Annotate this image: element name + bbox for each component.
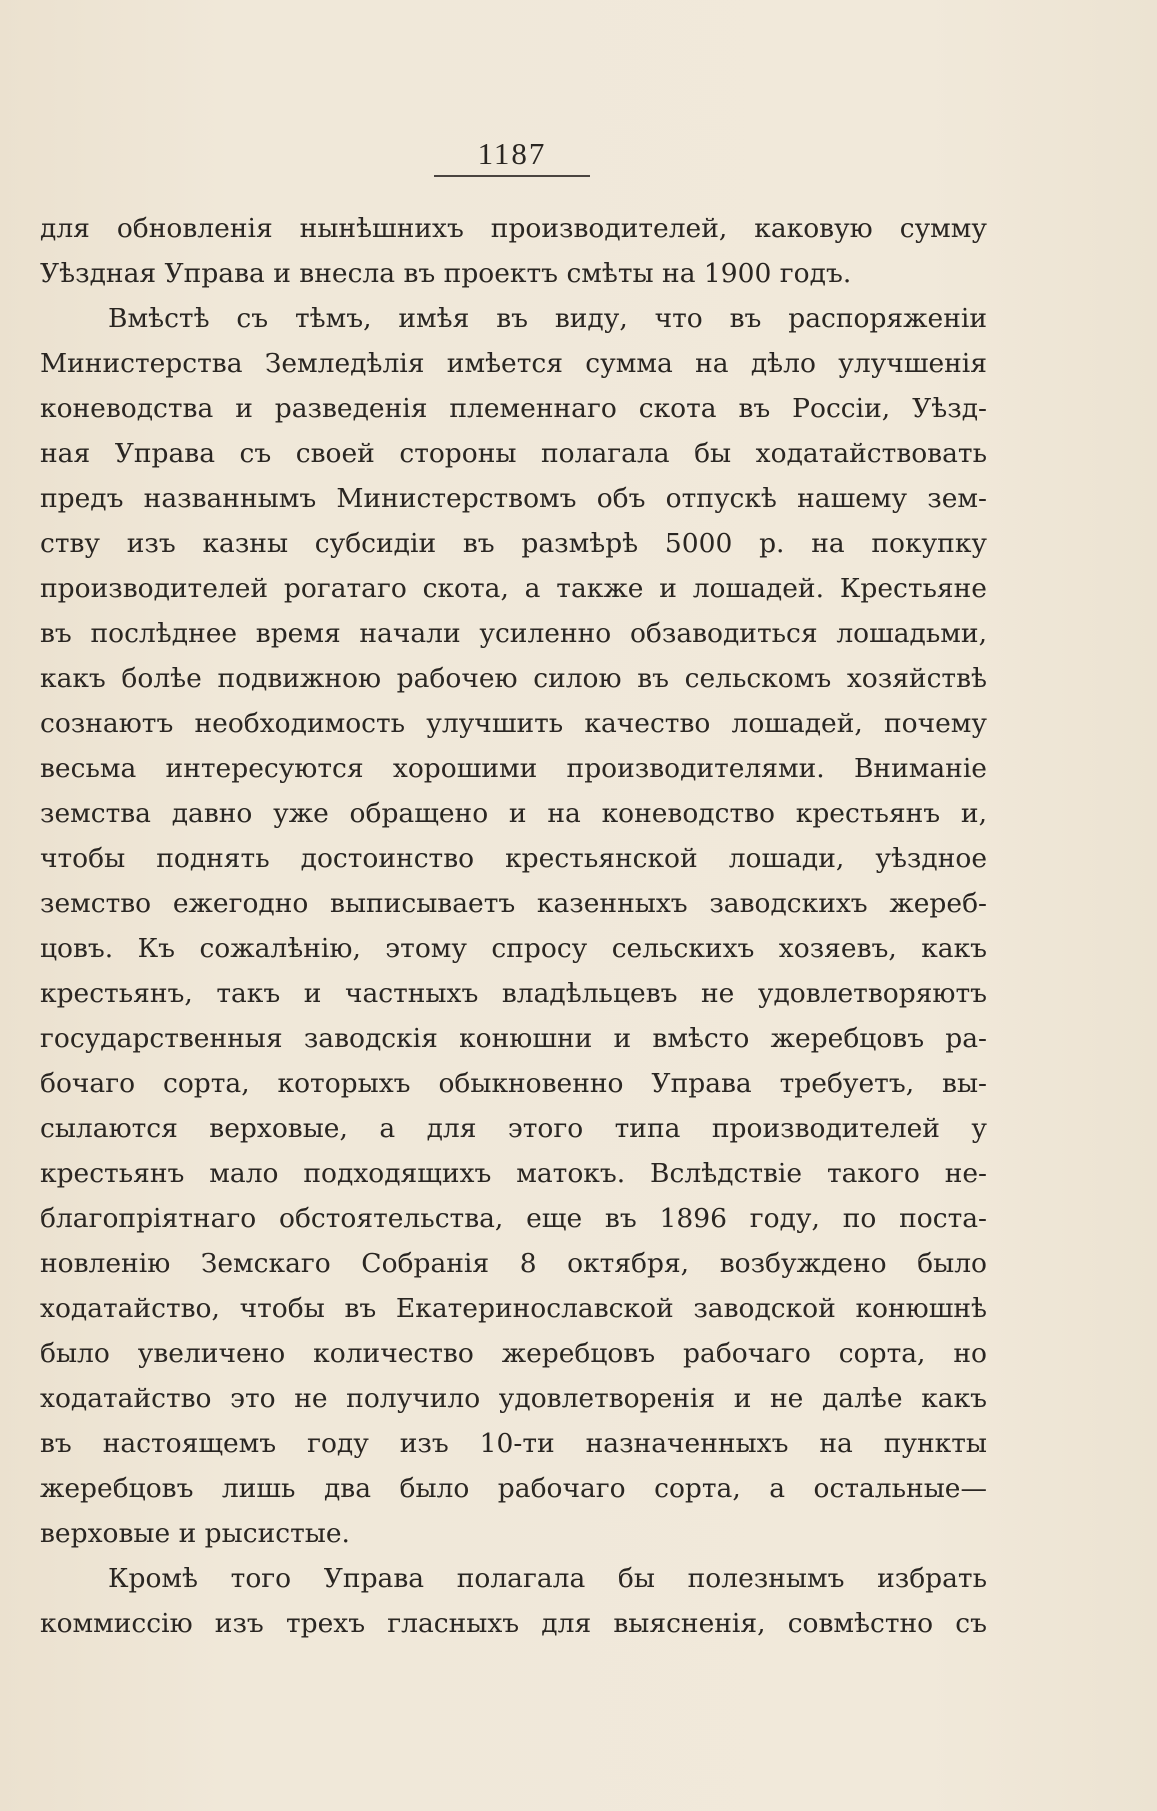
text-line: государственныя заводскія конюшни и вмѣсто жеребцовъ ра- — [40, 1023, 987, 1054]
text-line: сознаютъ необходимость улучшить качество лошадей, почему — [40, 708, 987, 739]
text-line: предъ названнымъ Министерствомъ объ отпускѣ нашему зем- — [40, 483, 987, 514]
text-line: жеребцовъ лишь два было рабочаго сорта, а остальные— — [40, 1473, 987, 1504]
text-line: благопріятнаго обстоятельства, еще въ 1896 году, по поста- — [40, 1203, 987, 1234]
text-line: для обновленія нынѣшнихъ производителей, каковую сумму — [40, 213, 987, 244]
body-text — [40, 206, 987, 1646]
text-line: въ настоящемъ году изъ 10-ти назначенныхъ на пункты — [40, 1428, 987, 1459]
text-line: земство ежегодно выписываетъ казенныхъ заводскихъ жереб- — [40, 888, 987, 919]
paragraph-2 — [40, 296, 987, 1556]
text-line: ству изъ казны субсидіи въ размѣрѣ 5000 р. на покупку — [40, 528, 987, 559]
text-line: сылаются верховые, а для этого типа производителей у — [40, 1113, 987, 1144]
text-line: чтобы поднять достоинство крестьянской лошади, уѣздное — [40, 843, 987, 874]
text-line: крестьянъ, такъ и частныхъ владѣльцевъ не удовлетворяютъ — [40, 978, 987, 1009]
paragraph-3 — [40, 1556, 987, 1646]
text-line: коммиссію изъ трехъ гласныхъ для выясненія, совмѣстно съ — [40, 1608, 987, 1639]
text-line: ная Управа съ своей стороны полагала бы ходатайствовать — [40, 438, 987, 469]
text-line: ходатайство, чтобы въ Екатеринославской заводской конюшнѣ — [40, 1293, 987, 1324]
text-line: въ послѣднее время начали усиленно обзаводиться лошадьми, — [40, 618, 987, 649]
text-line: цовъ. Къ сожалѣнію, этому спросу сельскихъ хозяевъ, какъ — [40, 933, 987, 964]
text-line: Кромѣ того Управа полагала бы полезнымъ избрать — [108, 1563, 987, 1594]
text-line: новленію Земскаго Собранія 8 октября, возбуждено было — [40, 1248, 987, 1279]
text-line: Вмѣстѣ съ тѣмъ, имѣя въ виду, что въ распоряженіи — [108, 303, 987, 334]
text-line: Уѣздная Управа и внесла въ проектъ смѣты на 1900 годъ. — [40, 258, 852, 289]
text-line: ходатайство это не получило удовлетворенія и не далѣе какъ — [40, 1383, 987, 1414]
paragraph-1 — [40, 206, 987, 296]
text-line: бочаго сорта, которыхъ обыкновенно Управа требуетъ, вы- — [40, 1068, 987, 1099]
text-line: производителей рогатаго скота, а также и лошадей. Крестьяне — [40, 573, 987, 604]
page-number-rule — [434, 175, 590, 177]
text-line: Министерства Земледѣлія имѣется сумма на дѣло улучшенія — [40, 348, 987, 379]
text-line: крестьянъ мало подходящихъ матокъ. Вслѣдствіе такого не- — [40, 1158, 987, 1189]
text-line: коневодства и разведенія племеннаго скота въ Россіи, Уѣзд- — [40, 393, 987, 424]
text-line: земства давно уже обращено и на коневодство крестьянъ и, — [40, 798, 987, 829]
page-number: 1187 — [477, 136, 547, 171]
text-line: было увеличено количество жеребцовъ рабочаго сорта, но — [40, 1338, 987, 1369]
text-line: какъ болѣе подвижною рабочею силою въ сельскомъ хозяйствѣ — [40, 663, 987, 694]
text-line: верховые и рысистые. — [40, 1518, 350, 1549]
text-line: весьма интересуются хорошими производителями. Вниманіе — [40, 753, 987, 784]
